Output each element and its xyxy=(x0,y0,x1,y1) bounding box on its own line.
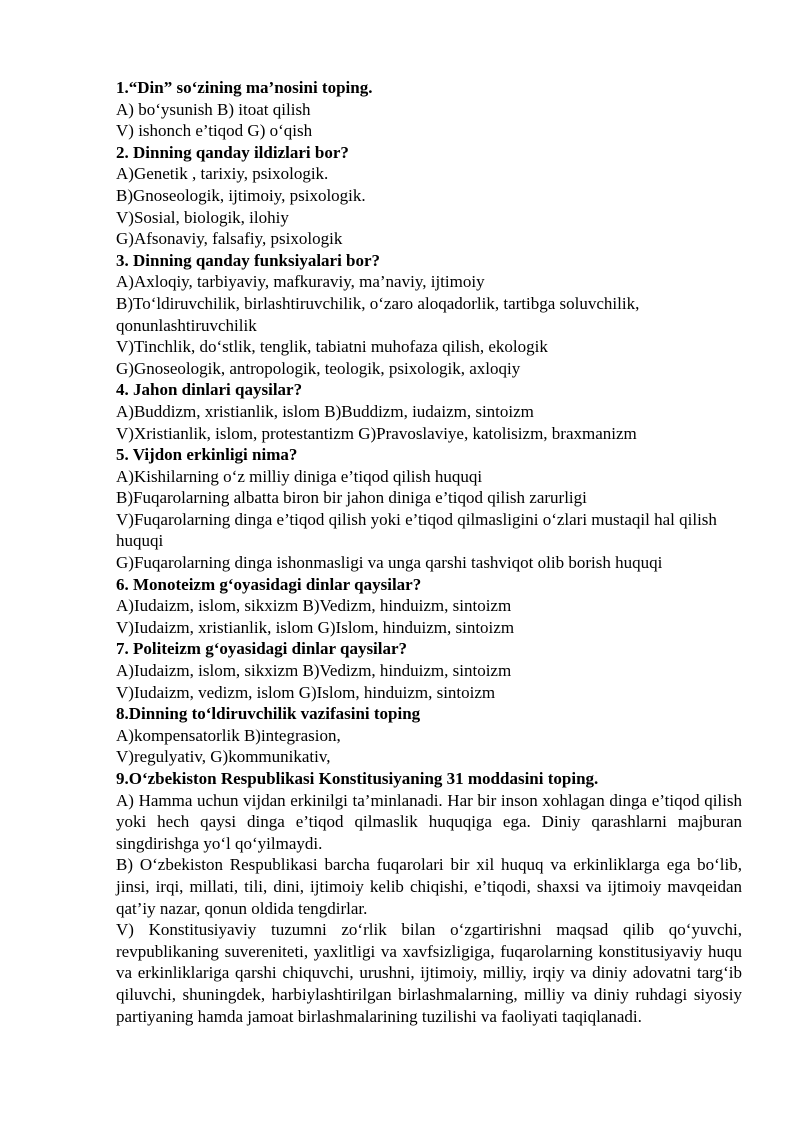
answer-line: B)Fuqarolarning albatta biron bir jahon diniga e’tiqod qilish zarurligi xyxy=(116,488,587,508)
answer-line: A) bo‘ysunish B) itoat qilish xyxy=(116,99,311,119)
answer-paragraph: B) O‘zbekiston Respublikasi barcha fuqarolari bir xil huquq va erkinliklarga ega bo‘lib, jinsi, irqi, millati, tili, dini, ijtimoiy kelib chiqishi, e’tiqodi, shaxsi va ijtimoiy mavqeidan qat’iy nazar, qonun oldida tengdirlar. xyxy=(116,855,742,918)
question-title: 9.O‘zbekiston Respublikasi Konstitusiyaning 31 moddasini toping. xyxy=(116,769,599,788)
answer-line: V) ishonch e’tiqod G) o‘qish xyxy=(116,121,313,141)
answer-line: A)Axloqiy, tarbiyaviy, mafkuraviy, ma’naviy, ijtimoiy xyxy=(116,272,485,292)
answer-line: A)Iudaizm, islom, sikxizm B)Vedizm, hinduizm, sintoizm xyxy=(116,596,512,616)
question-title: 3. Dinning qanday funksiyalari bor? xyxy=(116,250,381,270)
question-6 xyxy=(116,574,742,639)
answer-line: B)To‘ldiruvchilik, birlashtiruvchilik, o‘zaro aloqadorlik, tartibga soluvchilik, qonunlashtiruvchilik xyxy=(116,293,640,335)
answer-line: V)regulyativ, G)kommunikativ, xyxy=(116,747,331,767)
answer-line: A)Buddizm, xristianlik, islom B)Buddizm, iudaizm, sintoizm xyxy=(116,401,534,421)
answer-line: G)Fuqarolarning dinga ishonmasligi va unga qarshi tashviqot olib borish huquqi xyxy=(116,553,663,573)
question-5 xyxy=(116,444,742,574)
answer-line: G)Afsonaviy, falsafiy, psixologik xyxy=(116,229,343,249)
question-title: 5. Vijdon erkinligi nima? xyxy=(116,445,298,465)
answer-line: A)Iudaizm, islom, sikxizm B)Vedizm, hinduizm, sintoizm xyxy=(116,661,512,681)
answer-line: V)Tinchlik, do‘stlik, tenglik, tabiatni muhofaza qilish, ekologik xyxy=(116,337,548,357)
question-title: 1.“Din” so‘zining ma’nosini toping. xyxy=(116,78,373,97)
answer-line: A)Kishilarning o‘z milliy diniga e’tiqod qilish huquqi xyxy=(116,466,483,486)
question-4 xyxy=(116,379,742,444)
answer-paragraph: A) Hamma uchun vijdan erkinilgi ta’minlanadi. Har bir inson xohlagan dinga e’tiqod qilish yoki hech qaysi dinga e’tiqod qilmaslik huquqiga ega. Diniy qarashlarni majburan singdirishga yo‘l qo‘yilmaydi. xyxy=(116,790,742,853)
question-title: 7. Politeizm g‘oyasidagi dinlar qaysilar? xyxy=(116,639,408,659)
question-title: 4. Jahon dinlari qaysilar? xyxy=(116,380,303,400)
answer-line: V)Fuqarolarning dinga e’tiqod qilish yoki e’tiqod qilmasligini o‘zlari mustaqil hal qilish huquqi xyxy=(116,509,717,551)
document-page xyxy=(116,77,742,1027)
answer-line: V)Iudaizm, vedizm, islom G)Islom, hinduizm, sintoizm xyxy=(116,682,496,702)
question-3 xyxy=(116,250,742,380)
answer-paragraph: V) Konstitusiyaviy tuzumni zo‘rlik bilan o‘zgartirishni maqsad qilib qo‘yuvchi, revpublikaning suvereniteti, yaxlitligi va xavfsizligiga, fuqarolarning konstitusiyaviy huqu va erkinliklariga qarshi chiquvchi, urushni, ijtimoiy, milliy, irqiy va diniy adovatni targ‘ib qiluvchi, shuningdek, harbiylashtirilgan birlashmalarning, milliy va diniy ruhdagi siyosiy partiyaning hamda jamoat birlashmalarining tuzilishi va faoliyati taqiqlanadi. xyxy=(116,920,742,1026)
question-7 xyxy=(116,638,742,703)
answer-line: A)Genetik , tarixiy, psixologik. xyxy=(116,164,329,184)
question-8 xyxy=(116,703,742,768)
question-1 xyxy=(116,77,742,142)
question-title: 8.Dinning to‘ldiruvchilik vazifasini toping xyxy=(116,704,421,724)
question-title: 2. Dinning qanday ildizlari bor? xyxy=(116,142,349,162)
answer-line: V)Sosial, biologik, ilohiy xyxy=(116,207,289,227)
question-title: 6. Monoteizm g‘oyasidagi dinlar qaysilar? xyxy=(116,574,422,594)
question-9 xyxy=(116,768,742,1027)
answer-line: G)Gnoseologik, antropologik, teologik, psixologik, axloqiy xyxy=(116,358,521,378)
answer-line: V)Iudaizm, xristianlik, islom G)Islom, hinduizm, sintoizm xyxy=(116,617,515,637)
question-2 xyxy=(116,142,742,250)
answer-line: B)Gnoseologik, ijtimoiy, psixologik. xyxy=(116,185,366,205)
answer-line: V)Xristianlik, islom, protestantizm G)Pravoslaviye, katolisizm, braxmanizm xyxy=(116,423,637,443)
answer-line: A)kompensatorlik B)integrasion, xyxy=(116,725,341,745)
